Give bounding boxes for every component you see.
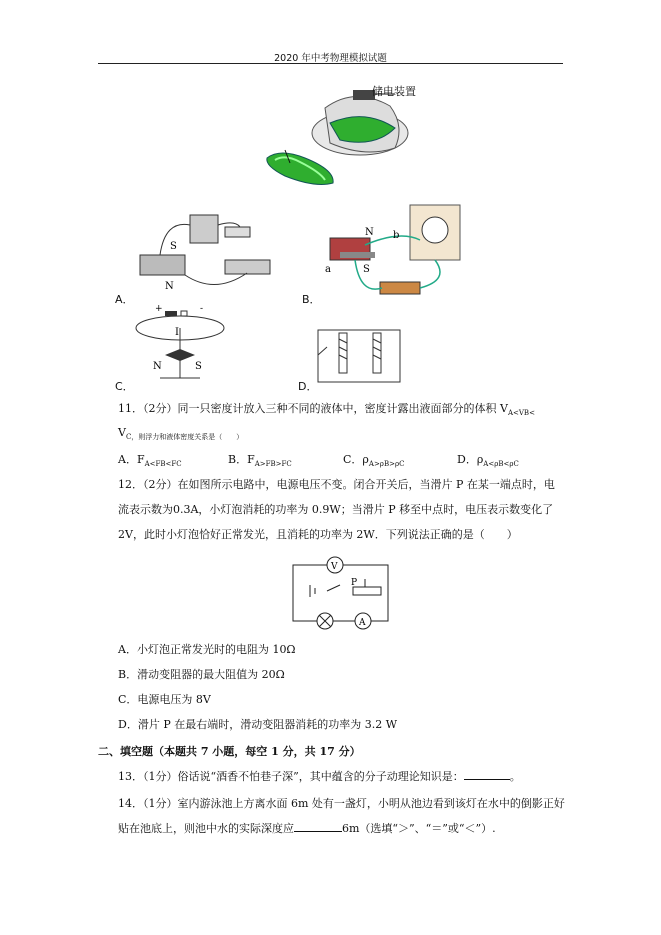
fig-b-b-label: b [393,230,400,241]
q14-line1: 14．（1分）室内游泳池上方离水面 6m 处有一盏灯，小明从池边看到该灯在水中的倒影正好 [118,797,565,810]
q14-line2: 贴在池底上，则池中水的实际深度应 6m（选填“＞”、“＝”或“＜”）. [118,822,496,835]
q10-option-a: A． [115,293,134,306]
figure-a [135,205,295,300]
fig-c-n-label: N [153,361,162,372]
q12-option-c: C．电源电压为 8V [118,693,211,706]
fig-c-minus: - [200,304,204,314]
q12-line1: 12．（2分）在如图所示电路中，电源电压不变。闭合开关后，当滑片 P 在某一端点时，电 [118,478,555,491]
q12-line3: 2V，此时小灯泡恰好正常发光，且消耗的功率为 2W．下列说法正确的是（ ） [118,528,518,541]
fig-c-plus: + [155,304,163,314]
q11-option-a: A．$F_{A<FB<FC}$ [118,453,182,469]
slider-label: P [351,578,358,588]
figure-d [315,325,405,385]
fig-b-s-label: S [363,264,370,275]
header-rule [98,63,563,64]
q11-option-c: C．$\rho_{A>\rho B>\rho C}$ [343,453,405,469]
page-header: 2020 年中考物理模拟试题 [274,53,387,64]
q12-circuit-diagram [285,553,395,633]
q12-option-a: A．小灯泡正常发光时的电阻为 10Ω [118,643,296,656]
fig-a-s-label: S [170,241,177,252]
q12-option-b: B．滑动变阻器的最大阻值为 20Ω [118,668,285,681]
fig-b-a-label: a [325,264,331,275]
q11-option-d: D．$\rho_{A<\rho B<\rho C}$ [457,453,519,469]
q12-option-d: D．滑片 P 在最右端时，滑动变阻器消耗的功率为 3.2 W [118,718,398,731]
q11-line1: 11．（2分）同一只密度计放入三种不同的液体中，密度计露出液面部分的体积 $V_{A<VB<}$ [118,402,535,418]
fig-c-i-label: I [175,327,179,338]
q13: 13．（1分）俗话说“酒香不怕巷子深”，其中蕴含的分子动理论知识是： 。 [118,770,521,783]
storage-device-label: 储电装置 [372,85,416,98]
figure-b [320,200,465,300]
q11-line2: $V_{C,则浮力和液体密度关系是( )}$ [118,426,244,442]
q12-line2: 流表示数为0.3A，小灯泡消耗的功率为 0.9W；当滑片 P 移至中点时，电压表示数变化了 [118,503,554,516]
q10-option-b: B． [302,293,321,306]
fig-a-n-label: N [165,281,174,292]
q10-option-c: C． [115,380,134,393]
voltmeter-label: V [331,562,338,572]
figure-c [135,303,240,388]
q11-option-b: B．$F_{A>FB>FC}$ [228,453,292,469]
q10-option-d: D． [298,380,318,393]
fig-c-s-label: S [195,361,202,372]
section-2-title: 二、填空题（本题共 7 小题，每空 1 分，共 17 分） [98,745,361,758]
fig-b-n-label: N [365,227,374,238]
ammeter-label: A [359,618,366,628]
